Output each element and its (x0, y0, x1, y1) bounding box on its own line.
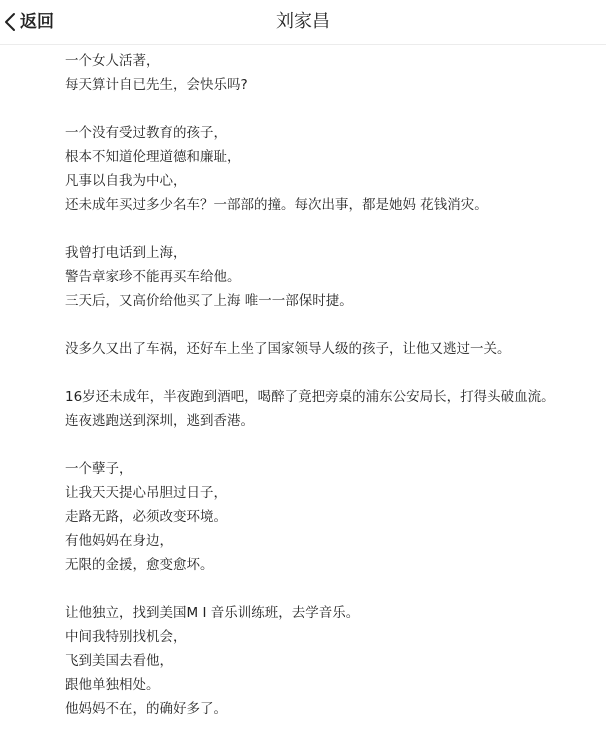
text-line: 还未成年买过多少名车？一部部的撞。每次出事，都是她妈 花钱消灾。 (65, 197, 488, 213)
text-line: 他妈妈不在，的确好多了。 (65, 701, 227, 717)
text-line: 连夜逃跑送到深圳，逃到香港。 (65, 413, 254, 429)
text-line: 跟他单独相处。 (65, 677, 160, 693)
paragraph (65, 385, 606, 433)
paragraph (65, 457, 606, 577)
text-line: 警告章家珍不能再买车给他。 (65, 269, 241, 285)
text-line: 凡事以自我为中心， (65, 173, 187, 189)
nav-bar (0, 0, 606, 45)
text-line: 有他妈妈在身边， (65, 533, 173, 549)
text-line: 三天后，又高价给他买了上海 唯一一部保时捷。 (65, 293, 353, 309)
text-line: 根本不知道伦理道德和廉耻， (65, 149, 241, 165)
text-line: 让他独立，找到美国M I 音乐训练班，去学音乐。 (65, 605, 360, 621)
text-line: 走路无路，必须改变环境。 (65, 509, 227, 525)
text-line: 无限的金援，愈变愈坏。 (65, 557, 214, 573)
paragraph (65, 241, 606, 313)
page-title: 刘家昌 (276, 11, 330, 32)
text-line: 没多久又出了车祸，还好车上坐了国家领导人级的孩子，让他又逃过一关。 (65, 341, 511, 357)
text-line: 一个女人活著， (65, 53, 160, 69)
text-line: 飞到美国去看他， (65, 653, 173, 669)
paragraph (65, 601, 606, 721)
text-line: 一个没有受过教育的孩子， (65, 125, 227, 141)
text-line: 16岁还未成年，半夜跑到酒吧，喝醉了竟把旁桌的浦东公安局长，打得头破血流。 (65, 389, 555, 405)
article-body (65, 49, 606, 745)
text-line: 让我天天提心吊胆过日子， (65, 485, 227, 501)
text-line: 我曾打电话到上海， (65, 245, 187, 261)
text-line: 每天算计自已先生，会快乐吗? (65, 77, 248, 93)
text-line: 中间我特别找机会， (65, 629, 187, 645)
paragraph (65, 121, 606, 217)
back-label: 返回 (20, 12, 54, 32)
text-line: 一个孽子， (65, 461, 133, 477)
paragraph (65, 49, 606, 97)
paragraph (65, 337, 606, 361)
